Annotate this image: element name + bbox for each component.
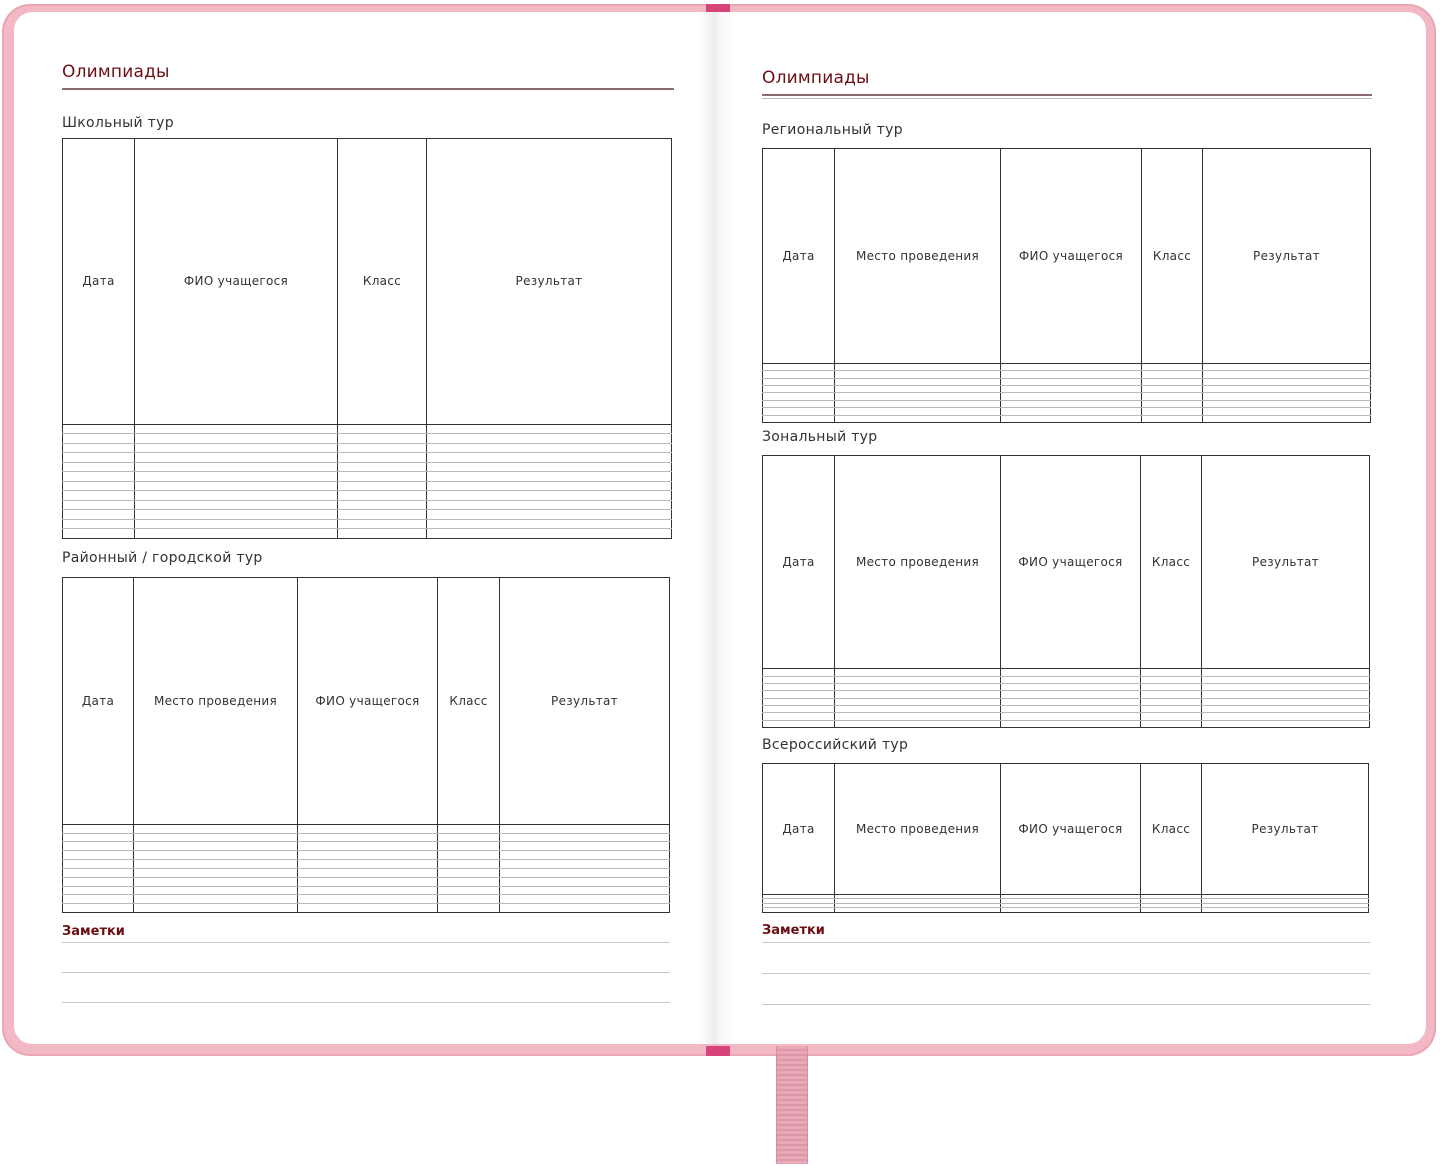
table-cell[interactable]: [835, 683, 1001, 690]
table-cell[interactable]: [1203, 415, 1371, 422]
table-cell[interactable]: [135, 510, 338, 520]
table-cell[interactable]: [63, 472, 135, 482]
table-row: [63, 860, 670, 869]
table-cell[interactable]: [135, 481, 338, 491]
table-cell[interactable]: [1001, 698, 1141, 705]
notes-label: Заметки: [62, 924, 125, 939]
table-cell[interactable]: [1001, 908, 1141, 913]
table-cell[interactable]: [763, 676, 835, 683]
table-row: [763, 415, 1371, 422]
notes-line[interactable]: [62, 942, 670, 943]
table-body: [763, 894, 1369, 912]
table-cell[interactable]: [835, 415, 1001, 422]
table-district-round: [62, 577, 670, 913]
table-cell[interactable]: [1142, 378, 1203, 385]
table-cell[interactable]: [338, 529, 427, 539]
table-cell[interactable]: [134, 904, 298, 913]
table-cell[interactable]: [1141, 908, 1202, 913]
table-cell[interactable]: [835, 669, 1001, 676]
table-body: [763, 669, 1370, 728]
table-cell[interactable]: [63, 434, 135, 444]
table-cell[interactable]: [338, 472, 427, 482]
section-label-school: Школьный тур: [62, 115, 174, 131]
column-header: Результат: [1202, 764, 1369, 895]
table-cell[interactable]: [500, 824, 670, 833]
table-cell[interactable]: [835, 691, 1001, 698]
table-cell[interactable]: [135, 424, 338, 434]
table-cell[interactable]: [763, 385, 835, 392]
table-cell[interactable]: [835, 676, 1001, 683]
table-cell[interactable]: [1001, 705, 1141, 712]
table-cell[interactable]: [438, 868, 500, 877]
table-cell[interactable]: [500, 851, 670, 860]
table-cell[interactable]: [1202, 683, 1370, 690]
table-cell[interactable]: [1203, 385, 1371, 392]
table-row: [763, 908, 1369, 913]
table-cell[interactable]: [763, 393, 835, 400]
table-cell[interactable]: [835, 393, 1001, 400]
table-cell[interactable]: [763, 400, 835, 407]
table-cell[interactable]: [835, 908, 1001, 913]
table-cell[interactable]: [835, 363, 1001, 370]
table-cell[interactable]: [763, 908, 835, 913]
table-cell[interactable]: [63, 500, 135, 510]
table-body: [63, 424, 672, 538]
table-row: [63, 443, 672, 453]
table-cell[interactable]: [1142, 371, 1203, 378]
column-header: Класс: [1142, 149, 1203, 364]
column-header: ФИО учащегося: [1001, 456, 1141, 669]
table-cell[interactable]: [1001, 363, 1142, 370]
table-cell[interactable]: [438, 824, 500, 833]
table-row: [763, 683, 1370, 690]
table-cell[interactable]: [763, 705, 835, 712]
table-cell[interactable]: [500, 877, 670, 886]
table-cell[interactable]: [63, 868, 134, 877]
section-label-national: Всероссийский тур: [762, 737, 909, 753]
table-cell[interactable]: [1001, 393, 1142, 400]
table-cell[interactable]: [63, 481, 135, 491]
table-cell[interactable]: [1001, 408, 1142, 415]
table-cell[interactable]: [338, 510, 427, 520]
table-cell[interactable]: [63, 904, 134, 913]
table-cell[interactable]: [835, 720, 1001, 727]
table-cell[interactable]: [763, 720, 835, 727]
table-cell[interactable]: [298, 842, 438, 851]
table-cell[interactable]: [500, 842, 670, 851]
table-cell[interactable]: [763, 691, 835, 698]
table-cell[interactable]: [63, 519, 135, 529]
table-cell[interactable]: [134, 895, 298, 904]
table-cell[interactable]: [1141, 683, 1202, 690]
column-header: Результат: [1202, 456, 1370, 669]
column-header: Дата: [763, 764, 835, 895]
table-cell[interactable]: [1203, 363, 1371, 370]
table-cell[interactable]: [338, 434, 427, 444]
table-cell[interactable]: [500, 904, 670, 913]
table-row: [63, 868, 670, 877]
table-cell[interactable]: [427, 481, 672, 491]
table-cell[interactable]: [338, 491, 427, 501]
column-header: ФИО учащегося: [298, 578, 438, 825]
table-cell[interactable]: [763, 669, 835, 676]
table-cell[interactable]: [63, 833, 134, 842]
table-row: [763, 408, 1371, 415]
column-header: Класс: [338, 139, 427, 425]
table-cell[interactable]: [298, 824, 438, 833]
table-cell[interactable]: [134, 868, 298, 877]
table-cell[interactable]: [1203, 400, 1371, 407]
table-row: [63, 842, 670, 851]
table-row: [763, 720, 1370, 727]
table-cell[interactable]: [835, 378, 1001, 385]
table-cell[interactable]: [135, 529, 338, 539]
table-cell[interactable]: [1001, 400, 1142, 407]
table-cell[interactable]: [500, 886, 670, 895]
table-cell[interactable]: [134, 877, 298, 886]
table-row: [63, 833, 670, 842]
table-cell[interactable]: [134, 860, 298, 869]
table-cell[interactable]: [63, 886, 134, 895]
table-cell[interactable]: [835, 713, 1001, 720]
table-row: [63, 510, 672, 520]
table-cell[interactable]: [438, 904, 500, 913]
table-cell[interactable]: [438, 842, 500, 851]
table-cell[interactable]: [427, 462, 672, 472]
table-cell[interactable]: [835, 400, 1001, 407]
table-row: [763, 705, 1370, 712]
table-cell[interactable]: [298, 895, 438, 904]
table-cell[interactable]: [1142, 393, 1203, 400]
table-cell[interactable]: [427, 472, 672, 482]
notes-line[interactable]: [62, 1002, 670, 1003]
table-cell[interactable]: [763, 713, 835, 720]
column-header: Место проведения: [835, 149, 1001, 364]
table-cell[interactable]: [1142, 415, 1203, 422]
table-cell[interactable]: [1001, 683, 1141, 690]
table-cell[interactable]: [338, 453, 427, 463]
table-cell[interactable]: [1142, 408, 1203, 415]
table-cell[interactable]: [63, 462, 135, 472]
column-header: ФИО учащегося: [1001, 149, 1142, 364]
table-cell[interactable]: [1202, 691, 1370, 698]
table-cell[interactable]: [63, 860, 134, 869]
table-cell[interactable]: [1202, 676, 1370, 683]
table-cell[interactable]: [298, 886, 438, 895]
section-label-regional: Региональный тур: [762, 122, 903, 138]
table-row: [63, 453, 672, 463]
table-cell[interactable]: [63, 824, 134, 833]
table-cell[interactable]: [1001, 371, 1142, 378]
table-cell[interactable]: [134, 824, 298, 833]
column-header: Результат: [500, 578, 670, 825]
table-cell[interactable]: [1141, 705, 1202, 712]
table-cell[interactable]: [63, 851, 134, 860]
table-row: [63, 424, 672, 434]
column-header: Результат: [427, 139, 672, 425]
table-cell[interactable]: [438, 851, 500, 860]
table-cell[interactable]: [763, 363, 835, 370]
table-row: [763, 371, 1371, 378]
table-cell[interactable]: [63, 529, 135, 539]
column-header: Результат: [1203, 149, 1371, 364]
table-cell[interactable]: [1141, 669, 1202, 676]
table-row: [763, 393, 1371, 400]
column-header: Класс: [1141, 456, 1202, 669]
table-cell[interactable]: [298, 851, 438, 860]
table-cell[interactable]: [338, 519, 427, 529]
table-row: [63, 529, 672, 539]
table-cell[interactable]: [1202, 720, 1370, 727]
table-row: [763, 363, 1371, 370]
table-cell[interactable]: [427, 443, 672, 453]
table-row: [63, 491, 672, 501]
table-cell[interactable]: [1142, 385, 1203, 392]
table-cell[interactable]: [1203, 378, 1371, 385]
table-cell[interactable]: [500, 868, 670, 877]
table-body: [763, 363, 1371, 422]
table-row: [63, 500, 672, 510]
table-cell[interactable]: [1202, 908, 1369, 913]
table-cell[interactable]: [135, 453, 338, 463]
table-cell[interactable]: [338, 462, 427, 472]
table-cell[interactable]: [1141, 720, 1202, 727]
table-cell[interactable]: [835, 705, 1001, 712]
table-cell[interactable]: [427, 491, 672, 501]
headband-bottom: [706, 1046, 730, 1056]
table-cell[interactable]: [134, 851, 298, 860]
table-cell[interactable]: [134, 833, 298, 842]
table-row: [63, 434, 672, 444]
table-row: [63, 824, 670, 833]
section-label-zonal: Зональный тур: [762, 429, 878, 445]
table-cell[interactable]: [135, 434, 338, 444]
table-regional-round: [762, 148, 1371, 423]
table-cell[interactable]: [500, 895, 670, 904]
table-cell[interactable]: [338, 481, 427, 491]
table-cell[interactable]: [135, 491, 338, 501]
table-cell[interactable]: [763, 698, 835, 705]
table-cell[interactable]: [438, 833, 500, 842]
table-cell[interactable]: [427, 510, 672, 520]
table-cell[interactable]: [835, 371, 1001, 378]
table-row: [63, 481, 672, 491]
table-cell[interactable]: [135, 443, 338, 453]
notes-line[interactable]: [762, 973, 1370, 974]
column-header: Место проведения: [835, 456, 1001, 669]
table-cell[interactable]: [438, 877, 500, 886]
column-header: Дата: [763, 149, 835, 364]
table-cell[interactable]: [438, 860, 500, 869]
table-cell[interactable]: [1202, 669, 1370, 676]
table-cell[interactable]: [1141, 676, 1202, 683]
title-rule-thin: [762, 98, 1372, 99]
notes-line[interactable]: [762, 942, 1370, 943]
table-row: [63, 851, 670, 860]
table-school-round: [62, 138, 672, 539]
table-cell[interactable]: [134, 886, 298, 895]
table-cell[interactable]: [298, 860, 438, 869]
table-row: [763, 676, 1370, 683]
column-header: ФИО учащегося: [1001, 764, 1141, 895]
table-cell[interactable]: [763, 415, 835, 422]
table-cell[interactable]: [134, 842, 298, 851]
column-header: Класс: [438, 578, 500, 825]
notes-label: Заметки: [762, 923, 825, 938]
table-cell[interactable]: [1142, 363, 1203, 370]
table-cell[interactable]: [338, 500, 427, 510]
table-cell[interactable]: [63, 491, 135, 501]
table-cell[interactable]: [1203, 371, 1371, 378]
table-cell[interactable]: [1202, 713, 1370, 720]
table-cell[interactable]: [1141, 713, 1202, 720]
table-body: [63, 824, 670, 912]
table-cell[interactable]: [1001, 691, 1141, 698]
table-cell[interactable]: [63, 895, 134, 904]
table-row: [763, 385, 1371, 392]
table-cell[interactable]: [1001, 720, 1141, 727]
table-row: [763, 400, 1371, 407]
table-cell[interactable]: [338, 443, 427, 453]
bookmark-ribbon[interactable]: [776, 1046, 808, 1164]
table-cell[interactable]: [500, 833, 670, 842]
table-cell[interactable]: [835, 408, 1001, 415]
table-cell[interactable]: [1142, 400, 1203, 407]
table-cell[interactable]: [763, 378, 835, 385]
title-rule: [762, 94, 1372, 96]
table-cell[interactable]: [1203, 393, 1371, 400]
table-cell[interactable]: [1001, 378, 1142, 385]
table-cell[interactable]: [135, 500, 338, 510]
table-cell[interactable]: [1001, 713, 1141, 720]
table-cell[interactable]: [298, 833, 438, 842]
table-cell[interactable]: [1001, 415, 1142, 422]
table-cell[interactable]: [427, 519, 672, 529]
table-national-round: [762, 763, 1369, 913]
table-cell[interactable]: [63, 510, 135, 520]
section-label-district: Районный / городской тур: [62, 550, 263, 566]
table-row: [63, 519, 672, 529]
table-row: [763, 691, 1370, 698]
table-cell[interactable]: [63, 424, 135, 434]
title-rule: [62, 88, 674, 90]
table-cell[interactable]: [427, 529, 672, 539]
table-cell[interactable]: [63, 877, 134, 886]
table-cell[interactable]: [1141, 698, 1202, 705]
table-cell[interactable]: [427, 453, 672, 463]
table-cell[interactable]: [1141, 691, 1202, 698]
page-title: Олимпиады: [62, 62, 170, 82]
table-cell[interactable]: [1001, 385, 1142, 392]
column-header: Дата: [63, 139, 135, 425]
table-cell[interactable]: [500, 860, 670, 869]
table-cell[interactable]: [135, 462, 338, 472]
table-cell[interactable]: [835, 385, 1001, 392]
table-cell[interactable]: [835, 698, 1001, 705]
column-header: Дата: [63, 578, 134, 825]
table-cell[interactable]: [1203, 408, 1371, 415]
page-gutter: [700, 12, 734, 1044]
column-header: Место проведения: [835, 764, 1001, 895]
table-cell[interactable]: [298, 904, 438, 913]
table-cell[interactable]: [427, 434, 672, 444]
notes-line[interactable]: [62, 972, 670, 973]
table-row: [63, 895, 670, 904]
table-cell[interactable]: [1001, 669, 1141, 676]
table-cell[interactable]: [135, 472, 338, 482]
table-cell[interactable]: [427, 424, 672, 434]
table-row: [63, 904, 670, 913]
table-cell[interactable]: [763, 683, 835, 690]
table-cell[interactable]: [1202, 705, 1370, 712]
table-cell[interactable]: [763, 371, 835, 378]
table-cell[interactable]: [438, 886, 500, 895]
page-title: Олимпиады: [762, 68, 870, 88]
table-cell[interactable]: [298, 868, 438, 877]
table-cell[interactable]: [63, 453, 135, 463]
table-row: [63, 877, 670, 886]
notes-line[interactable]: [762, 1004, 1370, 1005]
table-row: [63, 462, 672, 472]
table-row: [63, 472, 672, 482]
column-header: Дата: [763, 456, 835, 669]
table-cell[interactable]: [338, 424, 427, 434]
column-header: ФИО учащегося: [135, 139, 338, 425]
table-zonal-round: [762, 455, 1370, 728]
table-cell[interactable]: [135, 519, 338, 529]
column-header: Класс: [1141, 764, 1202, 895]
table-row: [763, 378, 1371, 385]
table-cell[interactable]: [1001, 676, 1141, 683]
table-row: [763, 713, 1370, 720]
table-cell[interactable]: [63, 443, 135, 453]
table-cell[interactable]: [63, 842, 134, 851]
column-header: Место проведения: [134, 578, 298, 825]
table-row: [763, 669, 1370, 676]
table-cell[interactable]: [1202, 698, 1370, 705]
table-row: [763, 698, 1370, 705]
table-cell[interactable]: [763, 408, 835, 415]
table-cell[interactable]: [427, 500, 672, 510]
table-cell[interactable]: [438, 895, 500, 904]
table-cell[interactable]: [298, 877, 438, 886]
table-row: [63, 886, 670, 895]
